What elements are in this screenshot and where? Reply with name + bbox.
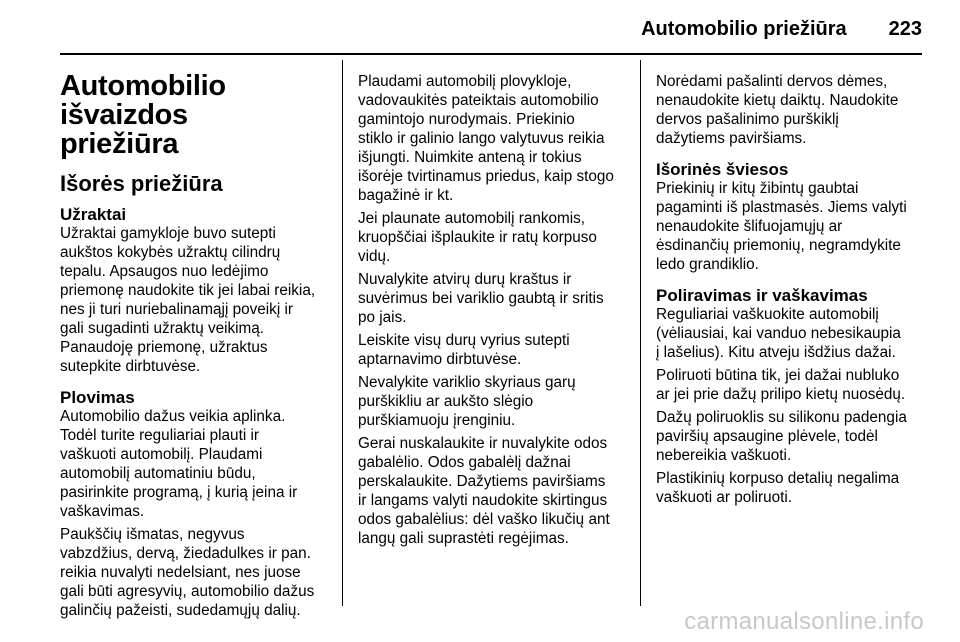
polishing-paragraph-2: Poliruoti būtina tik, jei dažai nubluko ar jei prie dažų prilipo kietų nuosėdų.: [656, 367, 906, 403]
polishing-heading: Poliravimas ir vaškavimas: [656, 286, 868, 305]
watermark: carmanualsonline.info: [684, 608, 924, 635]
locks-paragraph: Užraktai gamykloje buvo sutepti aukštos kokybės užraktų cilindrų tepalu. Apsaugos nuo ledėjimo priemonę naudokite tik jei labai reikia, nes ji turi nuriebalinamąjį poveikį ir gali sugadinti užraktų veikimą. Panaudoję priemonę, užraktus sutepkite dirbtuvėse.: [60, 225, 316, 375]
tar-paragraph: Norėdami pašalinti dervos dėmes, nenaudokite kietų daiktų. Naudokite dervos pašalinimo purškiklį dažytiems paviršiams.: [656, 73, 899, 147]
door-edges-paragraph: Nuvalykite atvirų durų kraštus ir suvėrimus bei variklio gaubtą ir sritis po jais.: [358, 271, 604, 326]
page-header-title: Automobilio priežiūra: [641, 18, 847, 40]
column-divider-2: [640, 60, 641, 606]
washing-paragraph-1: Automobilio dažus veikia aplinka. Todėl turite reguliariai plauti ir vaškuoti automobilį. Plaudami automobilį automatiniu būdu, pasirinkite programą, į kurią įeina ir vaškavimas.: [60, 408, 298, 520]
column-2: [358, 72, 628, 552]
chapter-heading: Automobilio išvaizdos priežiūra: [60, 70, 226, 160]
page-header: [641, 18, 922, 41]
polishing-paragraph-3: Dažų poliruoklis su silikonu padengia paviršių apsaugine plėvele, todėl nebereikia vaškuoti.: [656, 409, 907, 464]
lights-heading: Išorinės šviesos: [656, 160, 789, 179]
column-3: [656, 72, 926, 511]
section-heading: Išorės priežiūra: [60, 171, 223, 196]
engine-bay-paragraph: Nevalykite variklio skyriaus garų purškikliu ar aukšto slėgio purškiamuoju įrenginiu.: [358, 374, 576, 429]
leather-paragraph: Gerai nuskalaukite ir nuvalykite odos gabalėlio. Odos gabalėlį dažnai perskalaukite. Dažytiems paviršiams ir langams valyti naudokite skirtingus odos gabalėlius: dėl vaško likučių ant langų gali suprastėti regėjimas.: [358, 435, 610, 547]
handwash-paragraph: Jei plaunate automobilį rankomis, kruopščiai išplaukite ir ratų korpuso vidų.: [358, 210, 597, 265]
column-1: [60, 72, 330, 624]
polishing-paragraph-4: Plastikinių korpuso detalių negalima vaškuoti ar poliruoti.: [656, 470, 900, 506]
polishing-paragraph-1: Reguliariai vaškuokite automobilį (vėliausiai, kai vanduo nebesikaupia į lašelius). Kitu atveju išdžius dažai.: [656, 306, 901, 361]
washing-paragraph-2: Paukščių išmatas, negyvus vabzdžius, dervą, žiedadulkes ir pan. reikia nuvalyti nedelsiant, nes juose gali būti agresyvių, automobilio dažus galinčių pažeisti, sudedamųjų dalių.: [60, 526, 315, 619]
locks-heading: Užraktai: [60, 205, 127, 224]
lights-paragraph: Priekinių ir kitų žibintų gaubtai pagaminti iš plastmasės. Jiems valyti nenaudokite šlifuojamųjų ar ėsdinančių priemonių, negramdykite ledo grandiklio.: [656, 180, 907, 273]
page-number: 223: [888, 18, 922, 40]
hinges-paragraph: Leiskite visų durų vyrius sutepti aptarnavimo dirbtuvėse.: [358, 332, 570, 368]
carwash-paragraph: Plaudami automobilį plovykloje, vadovaukitės pateiktais automobilio gamintojo nurodymais. Priekinio stiklo ir galinio lango valytuvus reikia išjungti. Nuimkite anteną ir tokius išorėje tvirtinamus priedus, kaip stogo bagažinė ir kt.: [358, 73, 614, 204]
column-divider-1: [342, 60, 343, 606]
header-rule: [60, 53, 922, 55]
washing-heading: Plovimas: [60, 388, 135, 407]
